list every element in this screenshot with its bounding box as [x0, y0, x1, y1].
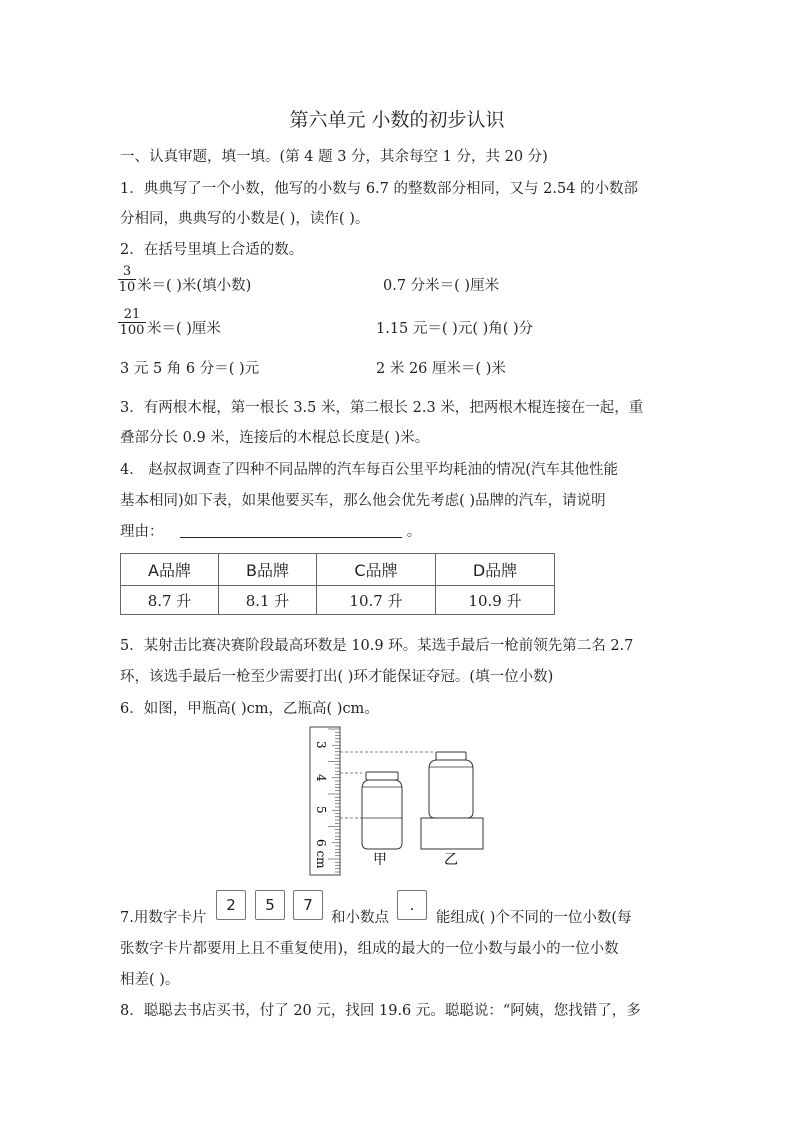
table-cell: 8.7 升 — [121, 586, 219, 615]
block-support — [421, 818, 483, 849]
q2-item6: 2 米 26 厘米＝( )米 — [376, 361, 506, 377]
answer-underline[interactable] — [180, 523, 402, 538]
q4-line1: 4． 赵叔叔调查了四种不同品牌的汽车每百公里平均耗油的情况(汽车其他性能 — [120, 462, 618, 478]
q2-item5: 3 元 5 角 6 分＝( )元 — [120, 361, 260, 377]
fraction-numerator: 3 — [122, 264, 132, 279]
q7-line3: 相差( )。 — [120, 972, 180, 988]
decimal-point-card: . — [397, 890, 427, 920]
table-header-cell: C品牌 — [317, 554, 436, 586]
bottle-ruler-figure — [300, 725, 500, 880]
q5-line2: 环，该选手最后一枪至少需要打出( )环才能保证夺冠。(填一位小数) — [120, 669, 554, 685]
q3-line2: 叠部分长 0.9 米，连接后的木棍总长度是( )米。 — [120, 430, 430, 446]
q1-line1: 1．典典写了一个小数，他写的小数与 6.7 的整数部分相同，又与 2.54 的小数部 — [120, 181, 639, 197]
q4-line3 — [120, 520, 421, 541]
bottle-a-label: 甲 — [373, 852, 387, 868]
q2-item2: 0.7 分米＝( )厘米 — [383, 278, 500, 294]
q3-line1: 3．有两根木棍，第一根长 3.5 米，第二根长 2.3 米，把两根木棍连接在一起，重 — [120, 400, 644, 416]
q7-line2: 张数字卡片都要用上且不重复使用)，组成的最大的一位小数与最小的一位小数 — [120, 941, 619, 957]
q4-line2: 基本相同)如下表，如果他要买车，那么他会优先考虑( )品牌的汽车，请说明 — [120, 493, 606, 509]
sentence-end: 。 — [406, 524, 422, 540]
digit-card: 5 — [255, 890, 285, 920]
q1-line2: 分相同，典典写的小数是( )，读作( )。 — [120, 211, 370, 227]
q5-line1: 5．某射击比赛决赛阶段最高环数是 10.9 环。某选手最后一枪前领先第二名 2.7 — [120, 638, 634, 654]
bottle-b-label: 乙 — [444, 852, 458, 868]
table-header-cell: B品牌 — [219, 554, 317, 586]
digit-card: 2 — [216, 890, 246, 920]
q8-line1: 8．聪聪去书店买书，付了 20 元，找回 19.6 元。聪聪说：“阿姨，您找错了，多 — [120, 1003, 641, 1019]
bottle-b — [429, 752, 473, 818]
q7-prefix: 7.用数字卡片 — [120, 910, 207, 926]
table-header-cell: A品牌 — [121, 554, 219, 586]
digit-card: 7 — [293, 890, 323, 920]
q2-item4: 1.15 元＝( )元( )角( )分 — [376, 321, 534, 337]
fraction-denominator: 10 — [118, 280, 136, 295]
ruler-label-4: 4 — [314, 774, 328, 782]
ruler-label-6cm: 6 cm — [314, 839, 328, 869]
fraction-denominator: 100 — [119, 323, 145, 338]
fraction-21-100 — [118, 307, 146, 338]
section-heading: 一、认真审题，填一填。(第 4 题 3 分，其余每空 1 分，共 20 分) — [120, 149, 548, 165]
ruler-label-5: 5 — [314, 806, 328, 814]
q2-heading: 2．在括号里填上合适的数。 — [120, 242, 304, 258]
fraction-3-10 — [118, 264, 136, 295]
q2-item3: 米＝( )厘米 — [147, 321, 221, 337]
fraction-numerator: 21 — [123, 307, 141, 322]
table-cell: 10.9 升 — [435, 586, 554, 615]
bottle-a — [362, 772, 402, 849]
table-header-cell: D品牌 — [435, 554, 554, 586]
q2-item1: 米＝( )米(填小数) — [137, 278, 252, 294]
q6-line1: 6．如图，甲瓶高( )cm，乙瓶高( )cm。 — [120, 701, 379, 717]
table-cell: 8.1 升 — [219, 586, 317, 615]
q7-mid: 和小数点 — [331, 910, 389, 926]
table-cell: 10.7 升 — [317, 586, 436, 615]
ruler-label-3: 3 — [314, 741, 328, 749]
q7-suffix: 能组成( )个不同的一位小数(每 — [436, 910, 632, 926]
brand-fuel-table — [120, 553, 555, 615]
reason-label: 理由： — [120, 524, 164, 540]
page-title: 第六单元 小数的初步认识 — [289, 109, 505, 131]
